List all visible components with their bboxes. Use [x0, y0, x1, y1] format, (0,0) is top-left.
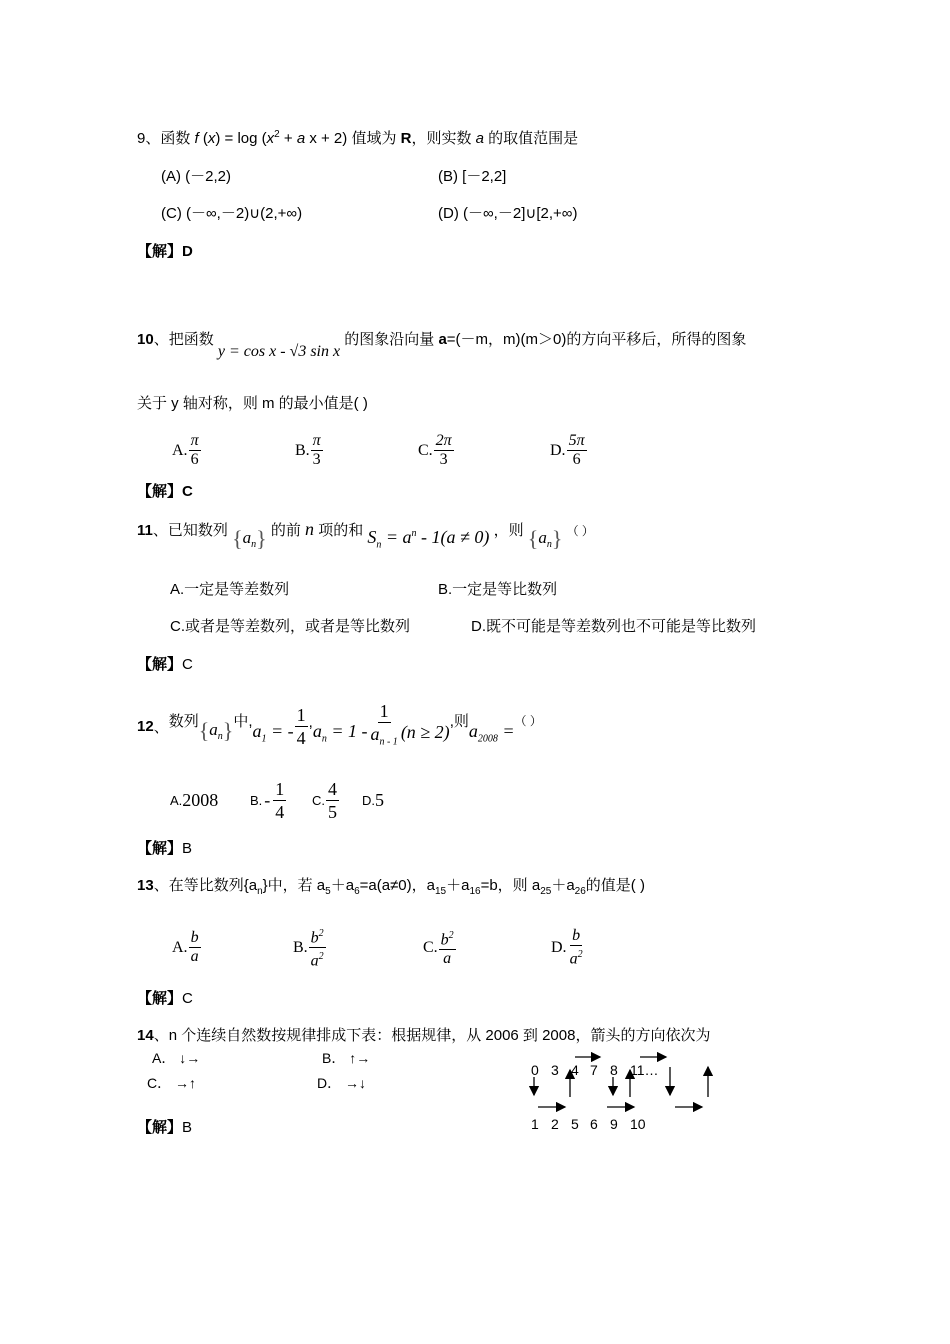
q13-sep: 、	[153, 877, 169, 894]
q12-option-d: D. 5	[362, 790, 384, 810]
q11-sep: 、	[152, 521, 168, 539]
q10-number: 10	[137, 331, 154, 348]
q10-option-d: D. $\frac{5\pi}{6}$	[550, 432, 585, 468]
diagram-bottom-2: 5	[571, 1116, 579, 1132]
q10-option-a: A. $\frac{\pi}{6}$	[172, 432, 199, 468]
q11-prefix: 已知数列	[167, 521, 228, 539]
q10-prefix: 把函数	[168, 331, 214, 348]
diagram-top-2: 4	[571, 1062, 579, 1078]
q10-options	[172, 432, 588, 469]
q11-seq2: $\{a_n\}$	[527, 526, 563, 551]
q13-option-d: D. $\frac{b}{a^2}$	[551, 927, 583, 968]
q12-paren: （ ）	[514, 714, 542, 729]
q9-option-b: (B) [－2,2]	[438, 168, 507, 185]
diagram-top-1: 3	[551, 1062, 559, 1078]
q11-formula: $S_n = a^n - 1(a \ne 0)$	[367, 526, 490, 551]
q10-option-c-frac: $\frac{2\pi}{3}$	[435, 432, 452, 468]
q13-number: 13	[137, 877, 154, 894]
q10-option-a-frac: $\frac{\pi}{6}$	[190, 432, 199, 468]
q12-sep: 、	[153, 719, 169, 737]
q10-vec: a	[438, 331, 447, 348]
q10-answer: 【解】C	[137, 483, 193, 500]
q12-option-a: A. 2008	[170, 790, 219, 810]
q11-option-a: A.一定是等差数列	[170, 581, 290, 598]
q9-end: 的取值范围是	[483, 130, 579, 147]
q11-n: n	[305, 518, 315, 539]
diagram-top-3: 7	[590, 1062, 598, 1078]
q9-prefix: 函数	[160, 130, 195, 147]
q12-number: 12	[137, 718, 154, 736]
q10-option-b-frac: $\frac{\pi}{3}$	[312, 432, 321, 468]
q12-stem	[137, 700, 542, 754]
q12-a2008: $a_{2008}$ =	[468, 721, 515, 745]
q12-comma: ,	[308, 714, 313, 732]
q9-R: R	[400, 130, 412, 147]
q9-a2: a	[475, 130, 484, 147]
q11-number: 11	[137, 521, 153, 539]
q12-an: $a_n = 1$ -	[312, 721, 368, 745]
q9-stem: 9、函数 f $(x) = \log (x^2 + a$ x + 2) 值域为 R，则实数 a 的取值范围是	[137, 129, 579, 147]
q11-paren: （ ）	[566, 523, 594, 538]
q12-frac1: $\frac{1}{4}$	[296, 705, 306, 749]
q10-option-d-frac: $\frac{5\pi}{6}$	[568, 432, 585, 468]
q9-x2: x	[266, 130, 275, 147]
q9-eq: ) = log (	[215, 130, 267, 147]
q11-option-c: C.或者是等差数列，或者是等比数列	[170, 618, 411, 635]
q14-text: n 个连续自然数按规律排成下表：根据规律，从 2006 到 2008，箭头的方向依次为	[168, 1027, 711, 1044]
q11-comma: ，则	[493, 521, 524, 539]
q13-option-c: C. $\frac{b^2}{a}$	[423, 927, 551, 968]
q10-line2: 关于 y 轴对称，则 m 的最小值是( )	[137, 395, 368, 412]
q10-formula: y = cos x - √3 sin x	[217, 343, 341, 360]
q13-options	[172, 925, 586, 971]
q9-plus: +	[279, 130, 297, 147]
diagram-bottom-5: 10	[630, 1116, 646, 1132]
q14-answer: 【解】B	[137, 1119, 193, 1136]
q12-answer: 【解】B	[137, 840, 193, 857]
q14-option-d: D． →↓	[317, 1075, 367, 1091]
q14-option-c: C． →↑	[147, 1075, 197, 1091]
q9-rest: x + 2) 值域为	[305, 130, 401, 147]
q13-answer: 【解】C	[137, 990, 193, 1007]
q12-zhong: 中,	[233, 713, 253, 731]
q9-option-d: (D) (－∞,－2]∪[2,+∞)	[438, 205, 578, 222]
q13-stem: 13、在等比数列$\{a_n\}$中，若 $a_5+a_6=a(a\ne 0)$，$a_{15}+a_{16}=b$，则 $a_{25}+a_{26}$的值是( )	[137, 877, 645, 897]
q9-x: x	[207, 130, 216, 147]
q9-sq: 2	[274, 129, 280, 140]
q12-option-b: B. - $\frac{1}{4}$	[250, 779, 285, 822]
q9-func: f	[194, 130, 199, 147]
q11-mid2: 项的和	[314, 521, 368, 539]
q9-option-a: (A) (－2,2)	[161, 168, 232, 185]
q9-a: a	[296, 130, 306, 147]
diagram-top-5: 11…	[630, 1062, 659, 1078]
q13-option-a: A. $\frac{b}{a}$	[172, 929, 199, 966]
diagram-bottom-0: 1	[531, 1116, 539, 1132]
q14-number: 14	[137, 1027, 154, 1044]
diagram-top-4: 8	[610, 1062, 618, 1078]
q9-tail: ，则实数	[411, 130, 476, 147]
q11-answer: 【解】C	[137, 656, 193, 673]
q14-sep: 、	[153, 1027, 169, 1044]
q12-cond: (n ≥ 2)	[400, 722, 450, 743]
q13-option-b: B. $\frac{b^2}{a^2}$	[293, 925, 423, 971]
q12-a1: $a_1$ = -	[252, 721, 294, 745]
diagram-bottom-3: 6	[590, 1116, 598, 1132]
q11-stem	[137, 518, 594, 551]
q10-mid: 的图象沿向量	[344, 331, 439, 348]
q9-number: 9	[137, 130, 146, 147]
q14-stem	[137, 1024, 710, 1045]
q9-option-c: (C) (－∞,－2)∪(2,+∞)	[161, 205, 303, 222]
q9-answer: 【解】D	[137, 243, 193, 260]
q11-mid: 的前	[270, 521, 306, 539]
q11-seq: $\{a_n\}$	[232, 526, 267, 551]
q14-option-b: B． ↑→	[322, 1050, 371, 1066]
q14-arrow-diagram	[520, 1045, 720, 1140]
q10-sep: 、	[153, 331, 169, 348]
q12-ze: ,则	[449, 713, 469, 731]
q12-options	[170, 778, 384, 823]
q11-option-b: B.一定是等比数列	[438, 581, 558, 598]
q10-tail: =(－m，m)(m＞0)的方向平移后，所得的图象	[446, 331, 747, 348]
diagram-bottom-4: 9	[610, 1116, 618, 1132]
q12-seq: $\{a_n\}$	[198, 717, 234, 743]
q14-option-a: A． ↓→	[152, 1050, 201, 1066]
q10-option-b: B. $\frac{\pi}{3}$	[295, 432, 321, 468]
diagram-bottom-1: 2	[551, 1116, 559, 1132]
q9-sep: 、	[145, 130, 161, 147]
q12-option-c: C. $\frac{4}{5}$	[312, 779, 337, 822]
q12-frac2: $\frac{1}{a_{n - 1}}$	[370, 701, 398, 748]
q10-stem	[137, 328, 747, 360]
q12-prefix: 数列	[168, 713, 199, 731]
q10-option-c: C. $\frac{2\pi}{3}$	[418, 432, 452, 468]
q11-option-d: D.既不可能是等差数列也不可能是等比数列	[471, 618, 757, 635]
diagram-top-0: 0	[531, 1062, 539, 1078]
